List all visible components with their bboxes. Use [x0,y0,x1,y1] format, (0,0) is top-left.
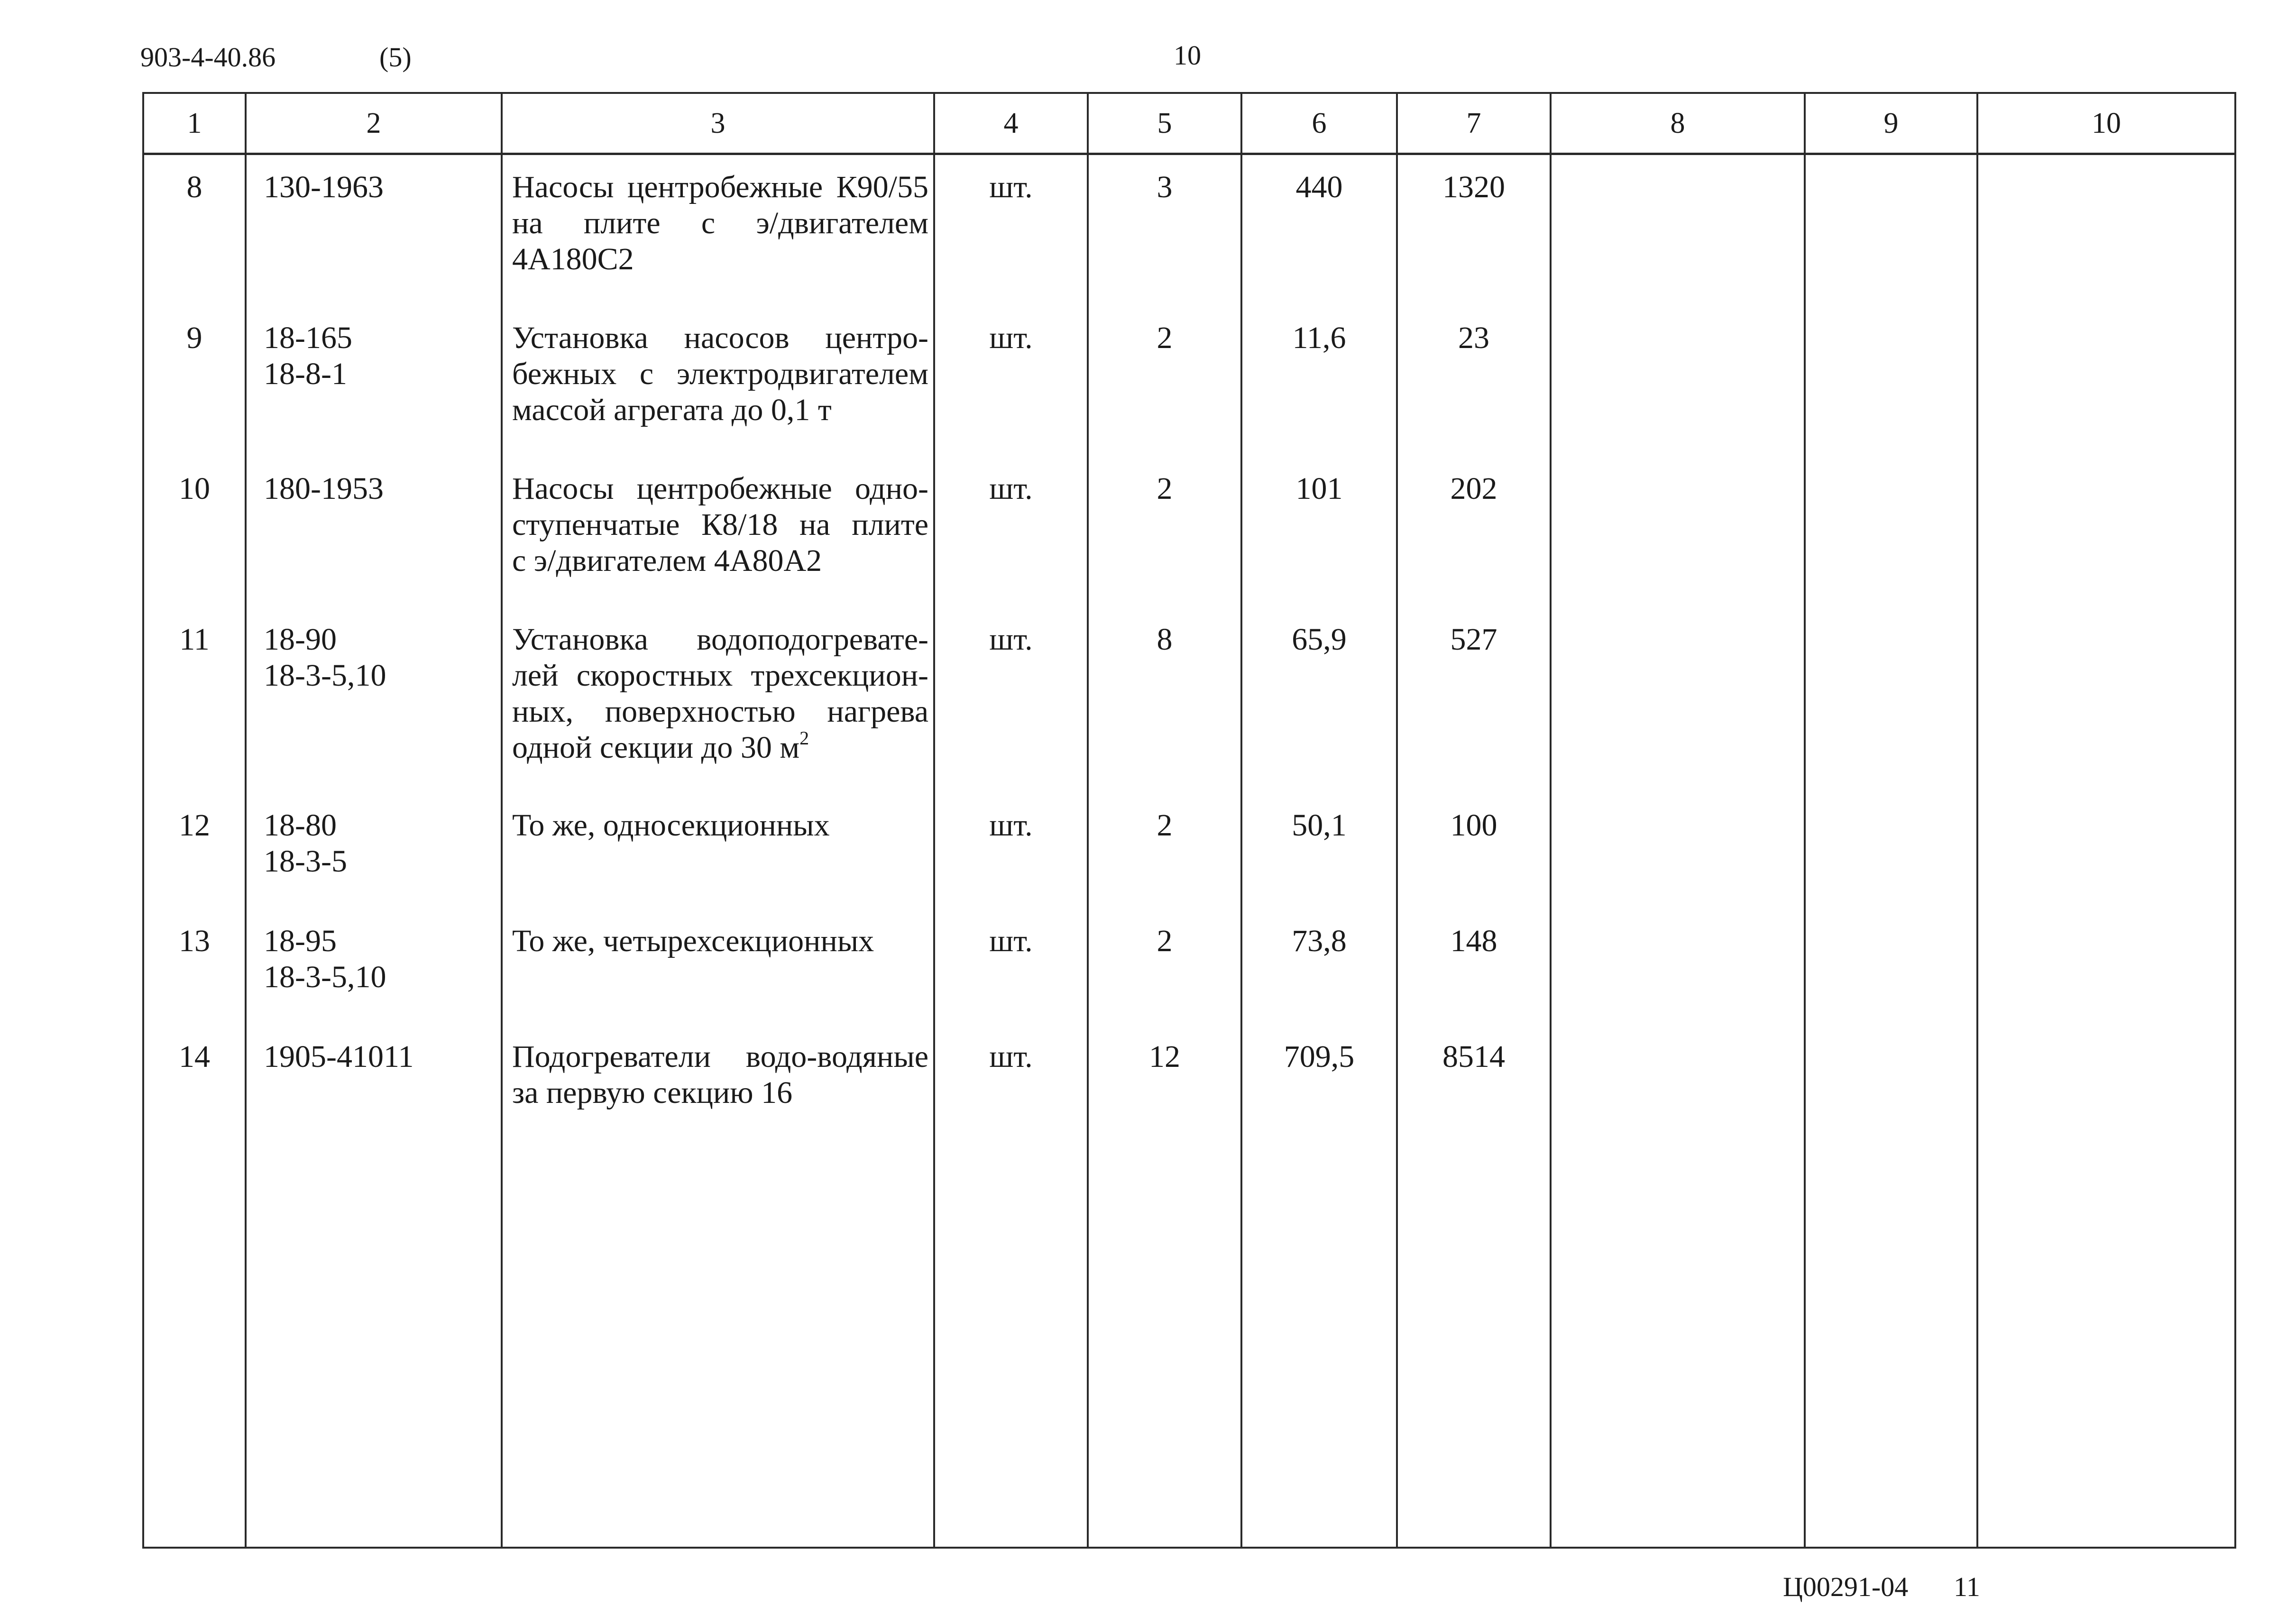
row-number: 11 [143,622,246,807]
row-unit-price: 709,5 [1241,1039,1397,1155]
empty-cell [1551,622,1805,807]
name-line [512,727,928,766]
row-unit: шт. [934,1039,1088,1155]
code-line: 130-1963 [264,170,384,204]
footer-reference: Ц00291-04 [1783,1571,1909,1602]
empty-cell [1977,471,2235,622]
column-header-2: 2 [246,93,502,154]
row-name [502,320,934,471]
empty-cell [1977,923,2235,1039]
row-name [502,622,934,807]
column-header-5: 5 [1088,93,1241,154]
row-total: 23 [1397,320,1551,471]
specification-table [142,92,2236,1549]
row-unit: шт. [934,320,1088,471]
column-number-row [143,93,2235,154]
empty-cell [1805,471,1977,622]
row-code [246,807,502,923]
name-text: одной секции до 30 м [512,730,800,765]
code-line: 18-3-5,10 [264,960,386,994]
code-line: 18-95 [264,924,337,958]
name-line: с э/двигателем 4А80А2 [512,543,822,578]
row-code [246,923,502,1039]
empty-cell [1088,1155,1241,1548]
name-line: ных, поверхностью нагрева [512,694,928,729]
row-code [246,1039,502,1155]
code-line: 1905-41011 [264,1039,414,1074]
row-number: 9 [143,320,246,471]
row-number: 14 [143,1039,246,1155]
empty-cell [1551,807,1805,923]
name-line: Насосы центробежные К90/55 [512,170,928,204]
row-quantity: 8 [1088,622,1241,807]
empty-cell [1977,1039,2235,1155]
empty-cell [1977,320,2235,471]
empty-cell [1977,1155,2235,1548]
row-number: 12 [143,807,246,923]
row-total: 100 [1397,807,1551,923]
row-unit: шт. [934,154,1088,321]
name-line: То же, четырехсекционных [512,924,874,958]
name-line: Установка водоподогревате- [512,622,928,657]
empty-cell [1805,154,1977,321]
name-line: Подогреватели водо-водяные [512,1039,928,1074]
column-header-7: 7 [1397,93,1551,154]
code-line: 18-3-5 [264,844,347,879]
table-row [143,807,2235,923]
empty-cell [1805,320,1977,471]
empty-cell [1241,1155,1397,1548]
name-line: бежных с электродвигателем [512,357,928,391]
name-line: 4А180С2 [512,242,634,276]
row-quantity: 12 [1088,1039,1241,1155]
empty-cell [143,1155,246,1548]
table-row [143,622,2235,807]
row-total: 202 [1397,471,1551,622]
row-name [502,471,934,622]
name-line: ступенчатые К8/18 на плите [512,507,928,542]
row-total: 1320 [1397,154,1551,321]
empty-cell [1551,923,1805,1039]
empty-cell [1551,154,1805,321]
empty-cell [1977,154,2235,321]
row-unit: шт. [934,471,1088,622]
empty-cell [246,1155,502,1548]
row-unit-price: 65,9 [1241,622,1397,807]
code-line: 180-1953 [264,471,384,506]
row-code [246,471,502,622]
empty-cell [1551,1155,1805,1548]
row-quantity: 2 [1088,471,1241,622]
empty-cell [502,1155,934,1548]
empty-cell [1551,471,1805,622]
row-unit-price: 101 [1241,471,1397,622]
table-row [143,471,2235,622]
name-line: за первую секцию 16 [512,1075,793,1110]
empty-cell [1977,622,2235,807]
table-row [143,1039,2235,1155]
row-unit-price: 11,6 [1241,320,1397,471]
row-code [246,154,502,321]
footer-sheet-number: 11 [1954,1571,1980,1602]
code-line: 18-80 [264,808,337,843]
name-line: на плите с э/двигателем [512,206,928,240]
column-header-1: 1 [143,93,246,154]
row-unit-price: 440 [1241,154,1397,321]
column-header-10: 10 [1977,93,2235,154]
row-total: 527 [1397,622,1551,807]
empty-cell [1805,622,1977,807]
empty-cell [1551,320,1805,471]
row-unit: шт. [934,923,1088,1039]
column-header-9: 9 [1805,93,1977,154]
row-code [246,320,502,471]
code-line: 18-165 [264,321,352,355]
document-part: (5) [379,42,412,73]
empty-cell [934,1155,1088,1548]
empty-cell [1805,923,1977,1039]
document-code: 903-4-40.86 [140,42,276,73]
row-number: 8 [143,154,246,321]
row-quantity: 2 [1088,807,1241,923]
column-header-3: 3 [502,93,934,154]
empty-cell [1805,1155,1977,1548]
empty-cell [1805,1039,1977,1155]
table-row [143,154,2235,321]
code-line: 18-3-5,10 [264,658,386,693]
superscript: 2 [799,727,809,749]
name-line: Насосы центробежные одно- [512,471,928,506]
row-unit: шт. [934,622,1088,807]
row-name [502,807,934,923]
code-line: 18-90 [264,622,337,657]
row-number: 10 [143,471,246,622]
empty-cell [1397,1155,1551,1548]
row-name [502,154,934,321]
table-row [143,320,2235,471]
name-line: Установка насосов центро- [512,321,928,355]
empty-cell [1805,807,1977,923]
row-quantity: 2 [1088,923,1241,1039]
row-quantity: 3 [1088,154,1241,321]
column-header-6: 6 [1241,93,1397,154]
name-line: лей скоростных трехсекцион- [512,658,928,693]
row-name [502,1039,934,1155]
row-total: 8514 [1397,1039,1551,1155]
row-total: 148 [1397,923,1551,1039]
empty-cell [1551,1039,1805,1155]
row-name [502,923,934,1039]
row-unit-price: 73,8 [1241,923,1397,1039]
row-quantity: 2 [1088,320,1241,471]
code-line: 18-8-1 [264,357,347,391]
page-number: 10 [1174,40,1201,71]
column-header-4: 4 [934,93,1088,154]
row-unit-price: 50,1 [1241,807,1397,923]
table-row [143,923,2235,1039]
name-line: То же, односекционных [512,808,830,843]
row-unit: шт. [934,807,1088,923]
empty-row [143,1155,2235,1548]
row-code [246,622,502,807]
empty-cell [1977,807,2235,923]
name-line: массой агрегата до 0,1 т [512,393,832,427]
row-number: 13 [143,923,246,1039]
column-header-8: 8 [1551,93,1805,154]
